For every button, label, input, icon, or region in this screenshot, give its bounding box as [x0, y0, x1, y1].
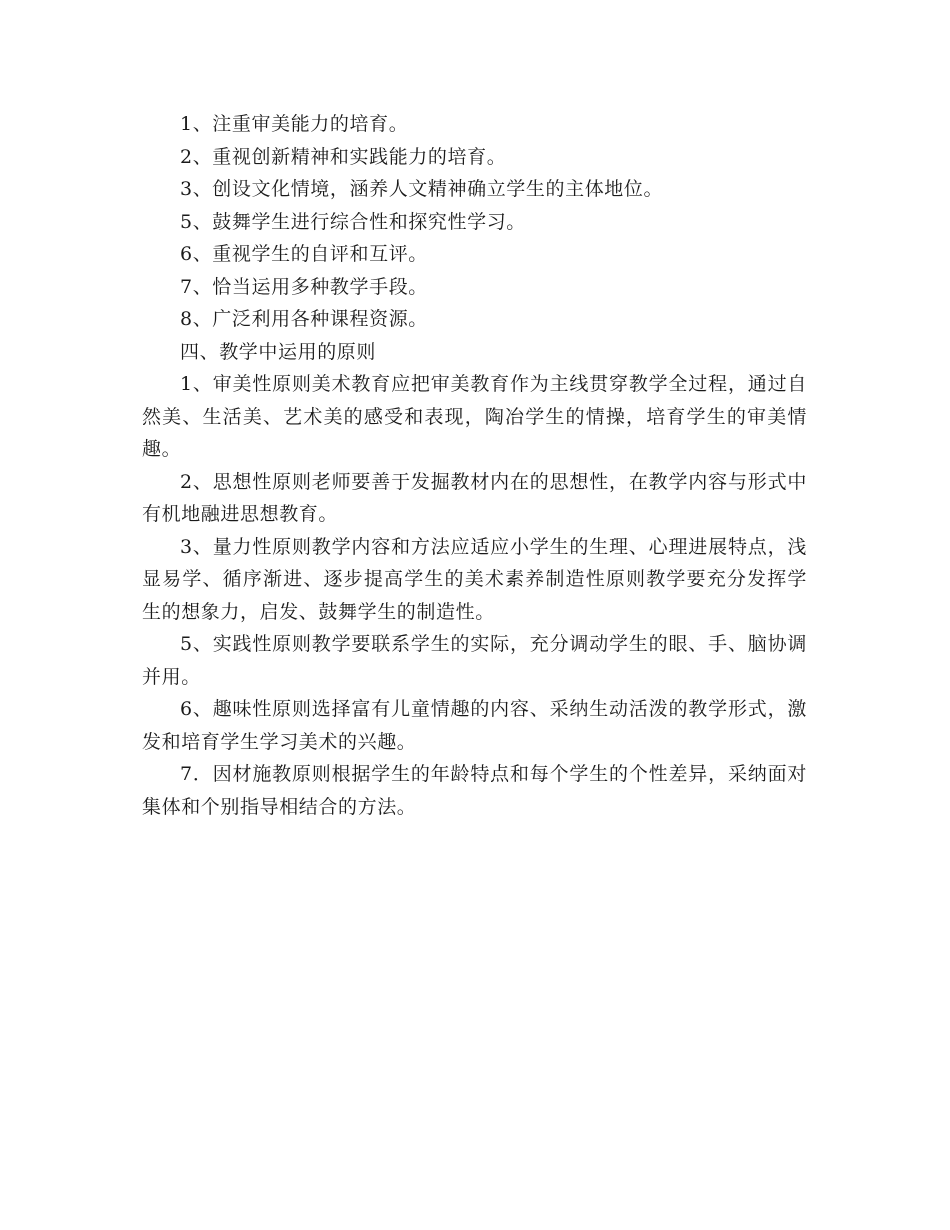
- paragraph-1: 1、注重审美能力的培育。: [180, 113, 409, 135]
- paragraph-11: 5、实践性原则教学要联系学生的实际，充分调动学生的眼、手、脑协调并用。: [142, 633, 807, 688]
- paragraph-10: 3、量力性原则教学内容和方法应适应小学生的生理、心理进展特点，浅显易学、循序渐进、逐步提高学生的美术素养制造性原则教学要充分发挥学生的想象力，启发、鼓舞学生的制造性。: [142, 535, 807, 623]
- section-heading: 四、教学中运用的原则: [180, 340, 377, 363]
- paragraph-6: 7、恰当运用多种教学手段。: [180, 275, 428, 298]
- paragraph-12: 6、趣味性原则选择富有儿童情趣的内容、采纳生动活泼的教学形式，激发和培育学生学习美术的兴趣。: [142, 698, 807, 753]
- paragraph-7: 8、广泛利用各种课程资源。: [180, 308, 428, 330]
- document-page: [142, 108, 807, 823]
- paragraph-13: 7．因材施教原则根据学生的年龄特点和每个学生的个性差异，采纳面对集体和个别指导相结合的方法。: [142, 763, 807, 818]
- paragraph-4: 5、鼓舞学生进行综合性和探究性学习。: [180, 210, 526, 233]
- paragraph-3: 3、创设文化情境，涵养人文精神确立学生的主体地位。: [180, 178, 664, 200]
- paragraph-9: 2、思想性原则老师要善于发掘教材内在的思想性，在教学内容与形式中有机地融进思想教育。: [142, 470, 807, 525]
- paragraph-5: 6、重视学生的自评和互评。: [180, 243, 428, 265]
- paragraph-2: 2、重视创新精神和实践能力的培育。: [180, 145, 507, 168]
- paragraph-8: 1、审美性原则美术教育应把审美教育作为主线贯穿教学全过程，通过自然美、生活美、艺术美的感受和表现，陶冶学生的情操，培育学生的审美情趣。: [142, 373, 807, 460]
